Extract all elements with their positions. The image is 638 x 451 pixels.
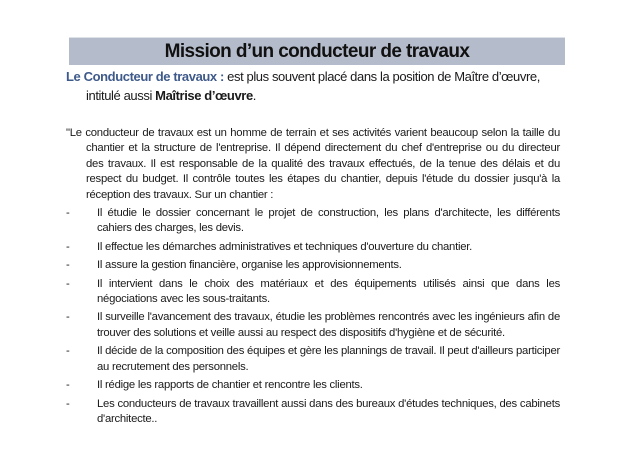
list-item-text: Il étudie le dossier concernant le projet de construction, les plans d'architecte, les différents cahiers des charges, les devis.: [97, 207, 560, 235]
list-item-text: Il effectue les démarches administratives et techniques d'ouverture du chantier.: [97, 240, 473, 253]
bullet-dash: -: [66, 207, 70, 220]
intro-line-2: [66, 86, 566, 105]
list-item-text: Il rédige les rapports de chantier et rencontre les clients.: [97, 379, 363, 392]
intro-line2-bold: Maîtrise d’œuvre: [155, 88, 253, 103]
quote-paragraph: "Le conducteur de travaux est un homme de terrain et ses activités varient beaucoup selon la taille du chantier et la structure de l'entreprise. Il dépend directement du chef d'entreprise ou du directeur des travaux. Il est responsable de la qualité des travaux effectués, de la tenue des délais et du respect du budget. Il contrôle toutes les étapes du chantier, depuis l'étude du dossier jusqu'à la réception des travaux. Sur un chantier :: [66, 127, 560, 201]
bullet-dash: -: [66, 379, 70, 392]
bullet-dash: -: [66, 240, 70, 253]
list-item-text: Il surveille l'avancement des travaux, étudie les problèmes rencontrés avec les ingénieurs afin de trouver des solutions et veille aussi au respect des dispositifs d'hygiène et de sécurité.: [97, 311, 560, 339]
list-item-text: Il assure la gestion financière, organise les approvisionnements.: [97, 259, 402, 272]
bullet-dash: -: [66, 397, 70, 410]
list-item: [66, 344, 560, 375]
bullet-dash: -: [66, 259, 70, 272]
bullet-dash: -: [66, 311, 70, 324]
intro-line-1: [66, 67, 566, 86]
list-item: [66, 206, 560, 237]
page-title: Mission d’un conducteur de travaux: [164, 41, 470, 62]
intro-text: est plus souvent placé dans la position de Maître d’œuvre,: [223, 69, 540, 84]
list-item: [66, 310, 560, 341]
list-item: [66, 240, 560, 255]
task-list: [66, 206, 560, 427]
list-item: [66, 258, 560, 273]
intro-paragraph: [66, 67, 566, 105]
intro-line2-prefix: intitulé aussi: [86, 88, 156, 103]
bullet-dash: -: [66, 277, 70, 290]
list-item-text: Il intervient dans le choix des matériaux et des équipements utilisés ainsi que dans les négociations avec les sous-traitants.: [97, 277, 560, 306]
title-banner: [69, 37, 565, 65]
list-item-text: Il décide de la composition des équipes et gère les plannings de travail. Il peut d'ailleurs participer au recrutement des personnels.: [97, 345, 560, 373]
main-body: [66, 126, 560, 430]
bullet-dash: -: [66, 345, 70, 358]
intro-lead: Le Conducteur de travaux :: [66, 69, 224, 84]
list-item: [66, 378, 560, 393]
list-item-text: Les conducteurs de travaux travaillent aussi dans des bureaux d'études techniques, des cabinets d'architecte..: [97, 397, 560, 425]
list-item: [66, 397, 560, 428]
intro-line2-suffix: .: [252, 88, 257, 103]
list-item: [66, 277, 560, 308]
